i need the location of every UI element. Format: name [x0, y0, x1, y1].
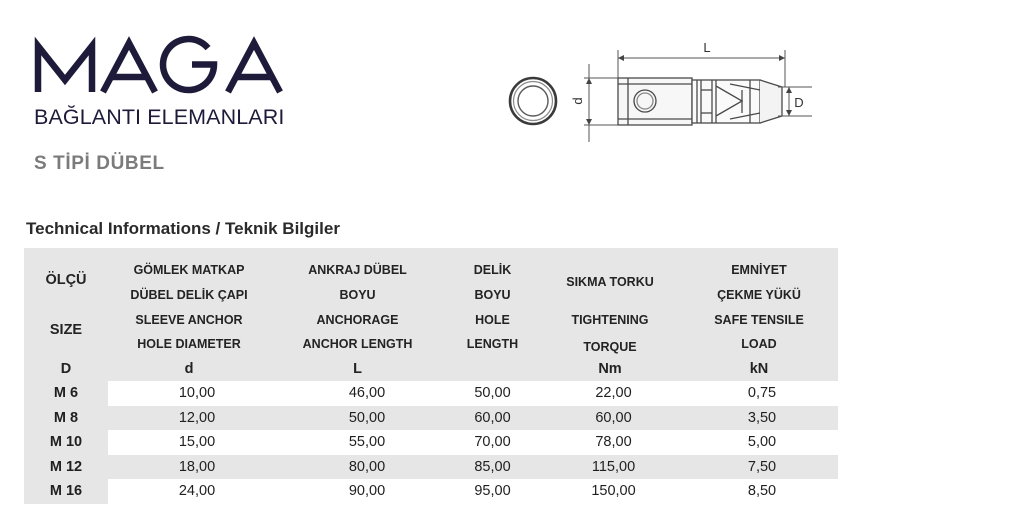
- header-label-en: SAFE TENSILE: [714, 313, 804, 327]
- anchor-side-view: [618, 78, 782, 125]
- tightening-torque-cell: 78,00: [540, 430, 680, 455]
- product-title: S TİPİ DÜBEL: [34, 153, 165, 174]
- header-anchor-length: [270, 248, 445, 381]
- header-label-tr: BOYU: [339, 288, 376, 302]
- hole-length-cell: 85,00: [445, 455, 540, 480]
- header-label-en: TIGHTENING: [571, 313, 649, 327]
- sleeve-hole-diameter-cell: 10,00: [108, 381, 270, 406]
- size-cell: M 12: [24, 455, 108, 480]
- header-label-tr: ANKRAJ DÜBEL: [308, 263, 407, 277]
- header-label-en: LENGTH: [466, 337, 519, 351]
- spec-table: [24, 248, 838, 504]
- section-title: Technical Informations / Teknik Bilgiler: [26, 219, 340, 238]
- header-label-tr: SIKMA TORKU: [566, 275, 654, 289]
- header-unit: L: [353, 361, 362, 377]
- logo-letter-g: [163, 39, 214, 90]
- header-safe-tensile-load: [680, 248, 838, 381]
- sleeve-hole-diameter-cell: 18,00: [108, 455, 270, 480]
- hole-length-cell: 60,00: [445, 406, 540, 431]
- header-sleeve-hole-diameter: [108, 248, 270, 381]
- safe-tensile-load-cell: 0,75: [680, 381, 838, 406]
- table-row: [24, 406, 838, 431]
- safe-tensile-load-cell: 5,00: [680, 430, 838, 455]
- tightening-torque-cell: 60,00: [540, 406, 680, 431]
- anchor-length-cell: 50,00: [270, 406, 445, 431]
- hole-length-cell: 95,00: [445, 479, 540, 504]
- length-label: L: [703, 40, 711, 55]
- header-label-tr: EMNİYET: [731, 263, 787, 277]
- anchor-length-cell: 90,00: [270, 479, 445, 504]
- header-label-tr: ÖLÇÜ: [45, 272, 87, 288]
- safe-tensile-load-cell: 3,50: [680, 406, 838, 431]
- bolt-diameter-label: D: [794, 95, 804, 110]
- header-label-tr: BOYU: [474, 288, 511, 302]
- header-label-tr: ÇEKME YÜKÜ: [717, 288, 801, 302]
- hole-length-cell: 50,00: [445, 381, 540, 406]
- header-label-en: LOAD: [741, 337, 777, 351]
- anchor-length-cell: 55,00: [270, 430, 445, 455]
- header-unit: d: [184, 361, 194, 377]
- header-label-tr: GÖMLEK MATKAP: [133, 263, 245, 277]
- header-label-en: HOLE DIAMETER: [137, 337, 241, 351]
- maga-logo: [0, 0, 300, 100]
- header-label-en: ANCHORAGE: [316, 313, 399, 327]
- header-label-en: ANCHOR LENGTH: [302, 337, 413, 351]
- sleeve-diameter-label: d: [570, 97, 585, 105]
- header-hole-length: [445, 248, 540, 381]
- tightening-torque-cell: 150,00: [540, 479, 680, 504]
- header-label-en: TORQUE: [583, 340, 637, 354]
- header-label-tr: DÜBEL DELİK ÇAPI: [130, 288, 248, 302]
- tightening-torque-cell: 22,00: [540, 381, 680, 406]
- header-label-en: SLEEVE ANCHOR: [135, 313, 243, 327]
- sleeve-diameter-dimension: [584, 64, 618, 142]
- header-tightening-torque: [540, 248, 680, 381]
- size-cell: M 6: [24, 381, 108, 406]
- anchor-length-cell: 46,00: [270, 381, 445, 406]
- logo-letter-a: [228, 43, 280, 92]
- table-header: [24, 248, 838, 381]
- table-row: [24, 455, 838, 480]
- table-row: [24, 381, 838, 406]
- header-unit: Nm: [598, 361, 622, 377]
- anchor-end-view: [510, 78, 556, 124]
- header-label-tr: DELİK: [473, 263, 512, 277]
- table-row: [24, 479, 838, 504]
- sleeve-hole-diameter-cell: 15,00: [108, 430, 270, 455]
- header-label-en: SIZE: [49, 322, 83, 338]
- hole-length-cell: 70,00: [445, 430, 540, 455]
- size-cell: M 10: [24, 430, 108, 455]
- anchor-length-cell: 80,00: [270, 455, 445, 480]
- header-label-en: HOLE: [475, 313, 510, 327]
- size-cell: M 8: [24, 406, 108, 431]
- header-size: [24, 248, 108, 381]
- logo-letter-m: [38, 46, 92, 92]
- tightening-torque-cell: 115,00: [540, 455, 680, 480]
- logo-letter-a: [103, 43, 155, 92]
- brand-tagline: BAĞLANTI ELEMANLARI: [34, 105, 285, 129]
- table-row: [24, 430, 838, 455]
- sleeve-hole-diameter-cell: 24,00: [108, 479, 270, 504]
- safe-tensile-load-cell: 8,50: [680, 479, 838, 504]
- anchor-technical-drawing: [500, 40, 820, 150]
- safe-tensile-load-cell: 7,50: [680, 455, 838, 480]
- header-unit: kN: [749, 361, 769, 377]
- header-unit: D: [60, 361, 72, 377]
- sleeve-hole-diameter-cell: 12,00: [108, 406, 270, 431]
- size-cell: M 16: [24, 479, 108, 504]
